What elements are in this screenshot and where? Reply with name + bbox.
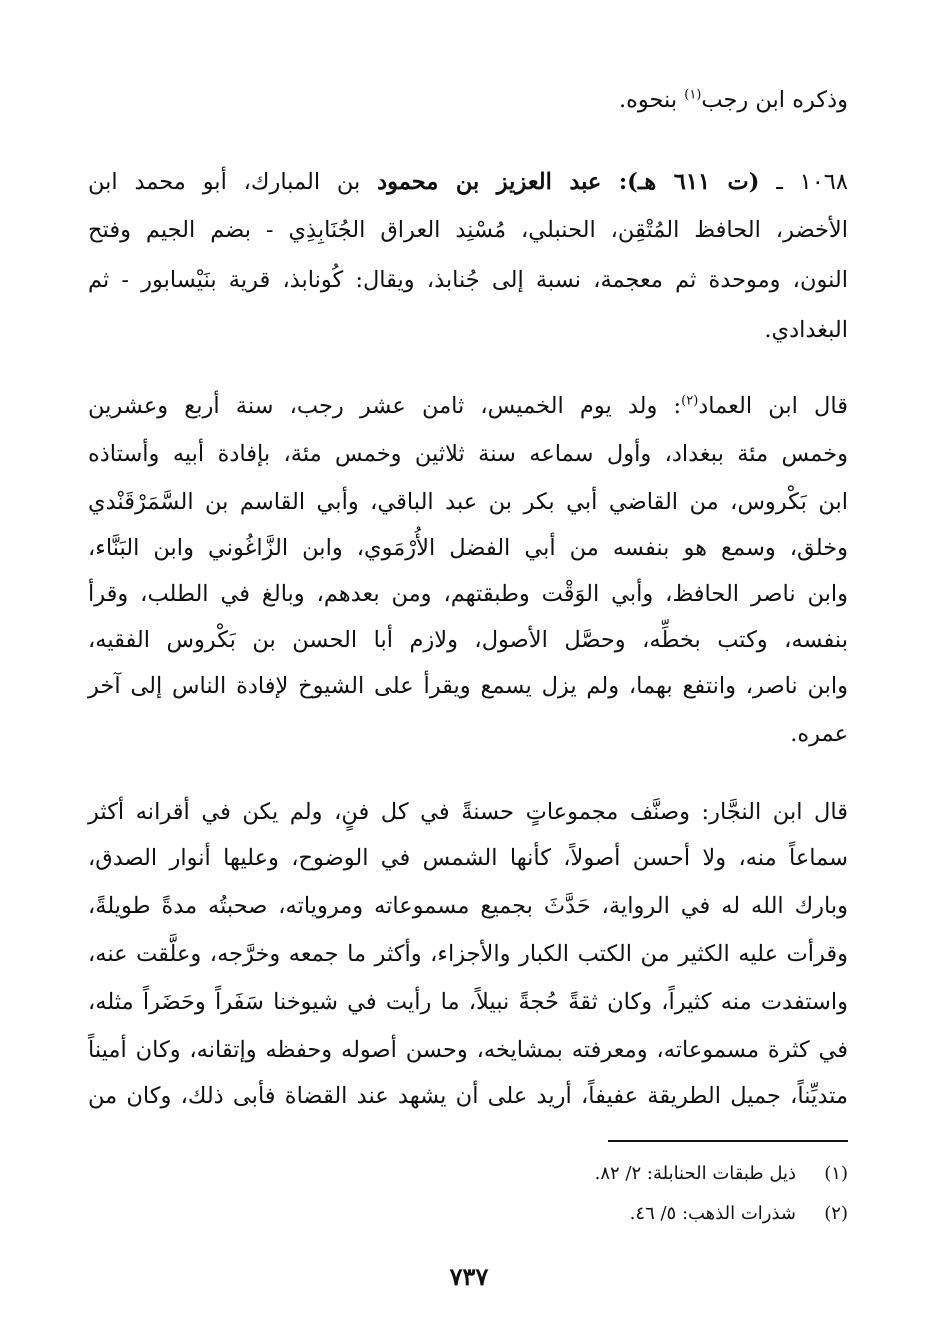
paragraph-line: متديِّناً، جميل الطريقة عفيفاً، أريد على أن يشهد عند القضاة فأبى ذلك، وكان من: [88, 1083, 848, 1109]
paragraph-line: عمره.: [790, 721, 848, 747]
paragraph-line: وقرأت عليه الكثير من الكتب الكبار والأجزاء، وأكثر ما جمعه وخرَّجه، وعلَّقت عنه،: [88, 941, 848, 967]
paragraph-line: وخمس مئة ببغداد، وأول سماعه سنة ثلاثين وخمس مئة، بإفادة أبيه وأستاذه: [88, 441, 848, 467]
entry-line: النون، وموحدة ثم معجمة، نسبة إلى جُنابذ، ويقال: كُونابذ، قرية بنَيْسابور - ثم: [88, 267, 848, 293]
paragraph-line: ابن بَكْروس، من القاضي أبي بكر بن عبد الباقي، وأبي القاسم بن السَّمَرْقَنْدي: [88, 489, 848, 515]
paragraph-line: بنفسه، وكتب بخطِّه، وحصَّل الأصول، ولازم أبا الحسن بن بَكْروس الفقيه،: [88, 627, 848, 653]
entry-name: (ت ٦١١ هـ): عبد العزيز بن محمود: [377, 169, 760, 195]
entry-line: الأخضر، الحافظ المُتْقِن، الحنبلي، مُسْنِد العراق الجُنَابِذِي - بضم الجيم وفتح: [88, 217, 848, 243]
entry-line: البغدادي.: [764, 317, 848, 343]
paragraph-line: واستفدت منه كثيراً، وكان ثقةً حُجةً نبيلاً، ما رأيت في شيوخنا سَفَراً وحَضَراً مثله،: [88, 989, 848, 1015]
intro-text-end: بنحوه.: [618, 87, 685, 113]
paragraph-line: وابن ناصر الحافظ، وأبي الوَقْت وطبقتهم، ومن بعدهم، وبالغ في الطلب، وقرأ: [88, 581, 848, 607]
intro-text: وذكره ابن رجب: [701, 87, 848, 113]
paragraph-line: وخلق، وسمع هو بنفسه من أبي الفضل الأُرْمَوي، وابن الزَّاغُوني وابن البَنَّاء،: [88, 535, 848, 561]
paragraph-line: وابن ناصر، وانتفع بهما، ولم يزل يسمع ويقرأ على الشيوخ لإفادة الناس إلى آخر: [88, 673, 848, 699]
footnote-2: [630, 1200, 848, 1228]
para1-text: قال ابن العماد: [698, 393, 848, 419]
entry-name-rest: بن المبارك، أبو محمد ابن: [88, 169, 378, 195]
intro-line: [619, 80, 848, 120]
paragraph-line: [88, 386, 848, 426]
entry-number: ١٠٦٨ ـ: [759, 169, 848, 195]
paragraph-line: وبارك الله له في الرواية، حَدَّثَ بجميع مسموعاته ومروياته، صحبتُه مدةً طويلةً،: [88, 893, 848, 919]
footnote-ref-2: (٢): [681, 393, 699, 409]
paragraph-line: في كثرة مسموعاته، ومعرفته بمشايخه، وحسن أصوله وحفظه وإتقانه، وكان أميناً: [88, 1037, 848, 1063]
footnote-number: (١): [824, 1163, 848, 1184]
footnote-1: [595, 1160, 848, 1188]
page-number: ٧٣٧: [449, 1262, 489, 1291]
footnote-ref-1: (١): [684, 87, 702, 103]
footnote-text: ذيل طبقات الحنابلة: ٢/ ٨٢.: [594, 1163, 796, 1184]
para1-text-end: : ولد يوم الخميس، ثامن عشر رجب، سنة أربع وعشرين: [88, 393, 682, 419]
paragraph-line: سماعاً منه، ولا أحسن أصولاً، كأنها الشمس في الوضوح، وعليها أنوار الصدق،: [88, 845, 848, 871]
footnote-divider: [608, 1140, 848, 1142]
footnote-number: (٢): [824, 1203, 848, 1224]
paragraph-line: قال ابن النجَّار: وصنَّف مجموعاتٍ حسنةً في كل فنٍ، ولم يكن في أقرانه أكثر: [88, 799, 848, 825]
footnote-text: شذرات الذهب: ٥/ ٤٦.: [629, 1203, 796, 1224]
entry-heading-line: [88, 162, 848, 202]
